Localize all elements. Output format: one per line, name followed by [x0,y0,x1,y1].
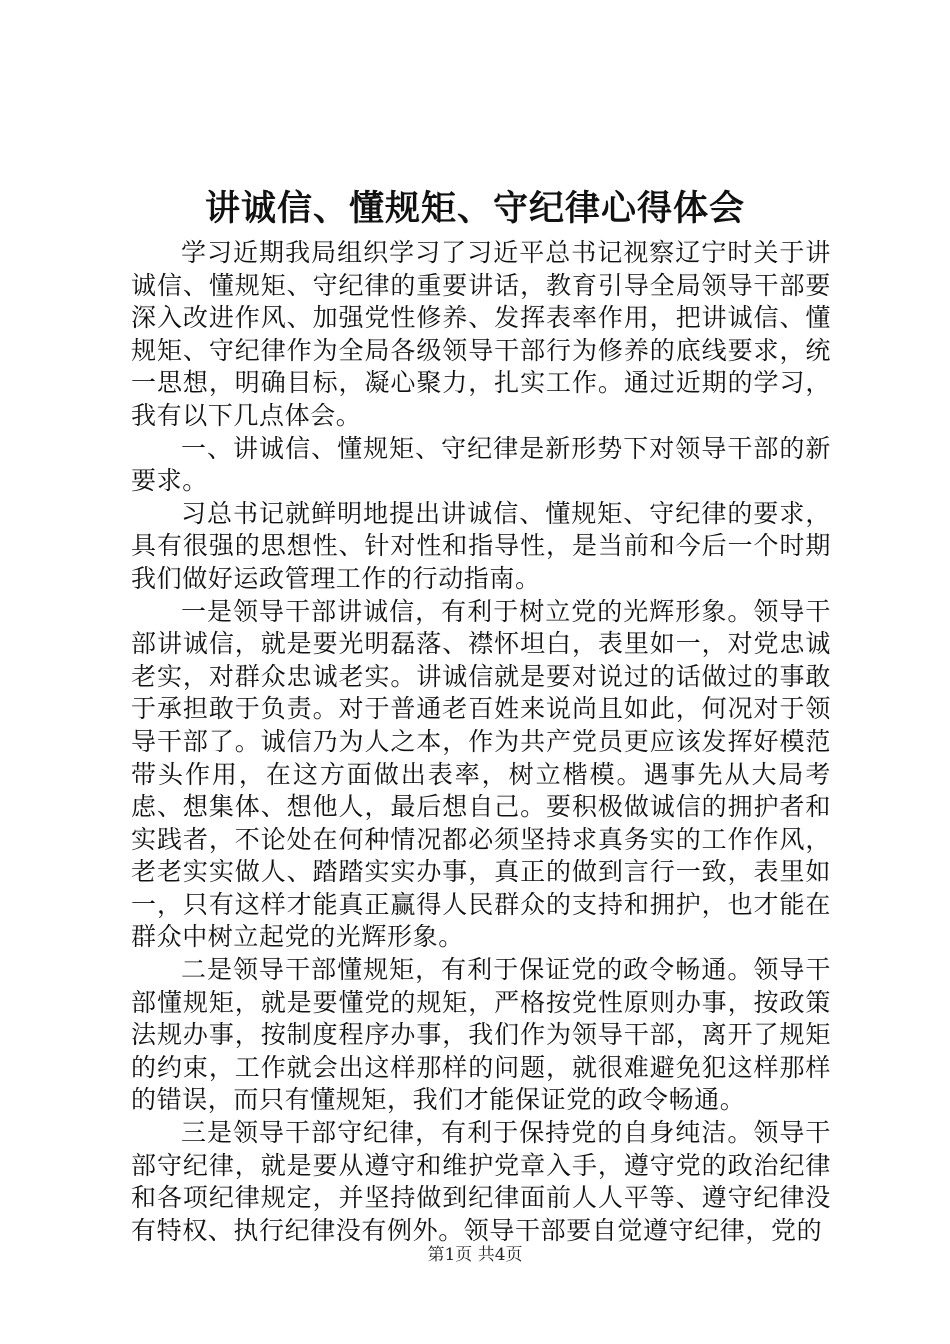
document-title: 讲诚信、懂规矩、守纪律心得体会 [204,188,745,229]
paragraph-discipline: 三是领导干部守纪律，有利于保持党的自身纯洁。领导干部守纪律，就是要从遵守和维护党章入手，遵守党的政治纪律和各项纪律规定，并坚持做到纪律面前人人平等、遵守纪律没有特权、执行纪律没有例外。领导干部要自觉遵守纪律，党的 [131,1118,831,1245]
paragraph-guidance: 习总书记就鲜明地提出讲诚信、懂规矩、守纪律的要求，具有很强的思想性、针对性和指导性，是当前和今后一个时期我们做好运政管理工作的行动指南。 [131,498,831,593]
paragraph-section-heading: 一、讲诚信、懂规矩、守纪律是新形势下对领导干部的新要求。 [131,433,831,496]
paragraph-integrity: 一是领导干部讲诚信，有利于树立党的光辉形象。领导干部讲诚信，就是要光明磊落、襟怀坦白，表里如一，对党忠诚老实，对群众忠诚老实。讲诚信就是要对说过的话做过的事敢于承担敢于负责。对于普通老百姓来说尚且如此，何况对于领导干部了。诚信乃为人之本，作为共产党员更应该发挥好模范带头作用，在这方面做出表率，树立楷模。遇事先从大局考虑、想集体、想他人，最后想自己。要积极做诚信的拥护者和实践者，不论处在何种情况都必须坚持求真务实的工作作风，老老实实做人、踏踏实实办事，真正的做到言行一致，表里如一，只有这样才能真正赢得人民群众的支持和拥护，也才能在群众中树立起党的光辉形象。 [131,596,831,952]
document-body [131,237,831,1247]
page-footer: 第1页 共4页 [427,1245,523,1265]
paragraph-rules: 二是领导干部懂规矩，有利于保证党的政令畅通。领导干部懂规矩，就是要懂党的规矩，严格按党性原则办事，按政策法规办事，按制度程序办事，我们作为领导干部，离开了规矩的约束，工作就会出这样那样的问题，就很难避免犯这样那样的错误，而只有懂规矩，我们才能保证党的政令畅通。 [131,955,831,1115]
paragraph-intro: 学习近期我局组织学习了习近平总书记视察辽宁时关于讲诚信、懂规矩、守纪律的重要讲话，教育引导全局领导干部要深入改进作风、加强党性修养、发挥表率作用，把讲诚信、懂规矩、守纪律作为全局各级领导干部行为修养的底线要求，统一思想，明确目标，凝心聚力，扎实工作。通过近期的学习，我有以下几点体会。 [131,238,831,430]
